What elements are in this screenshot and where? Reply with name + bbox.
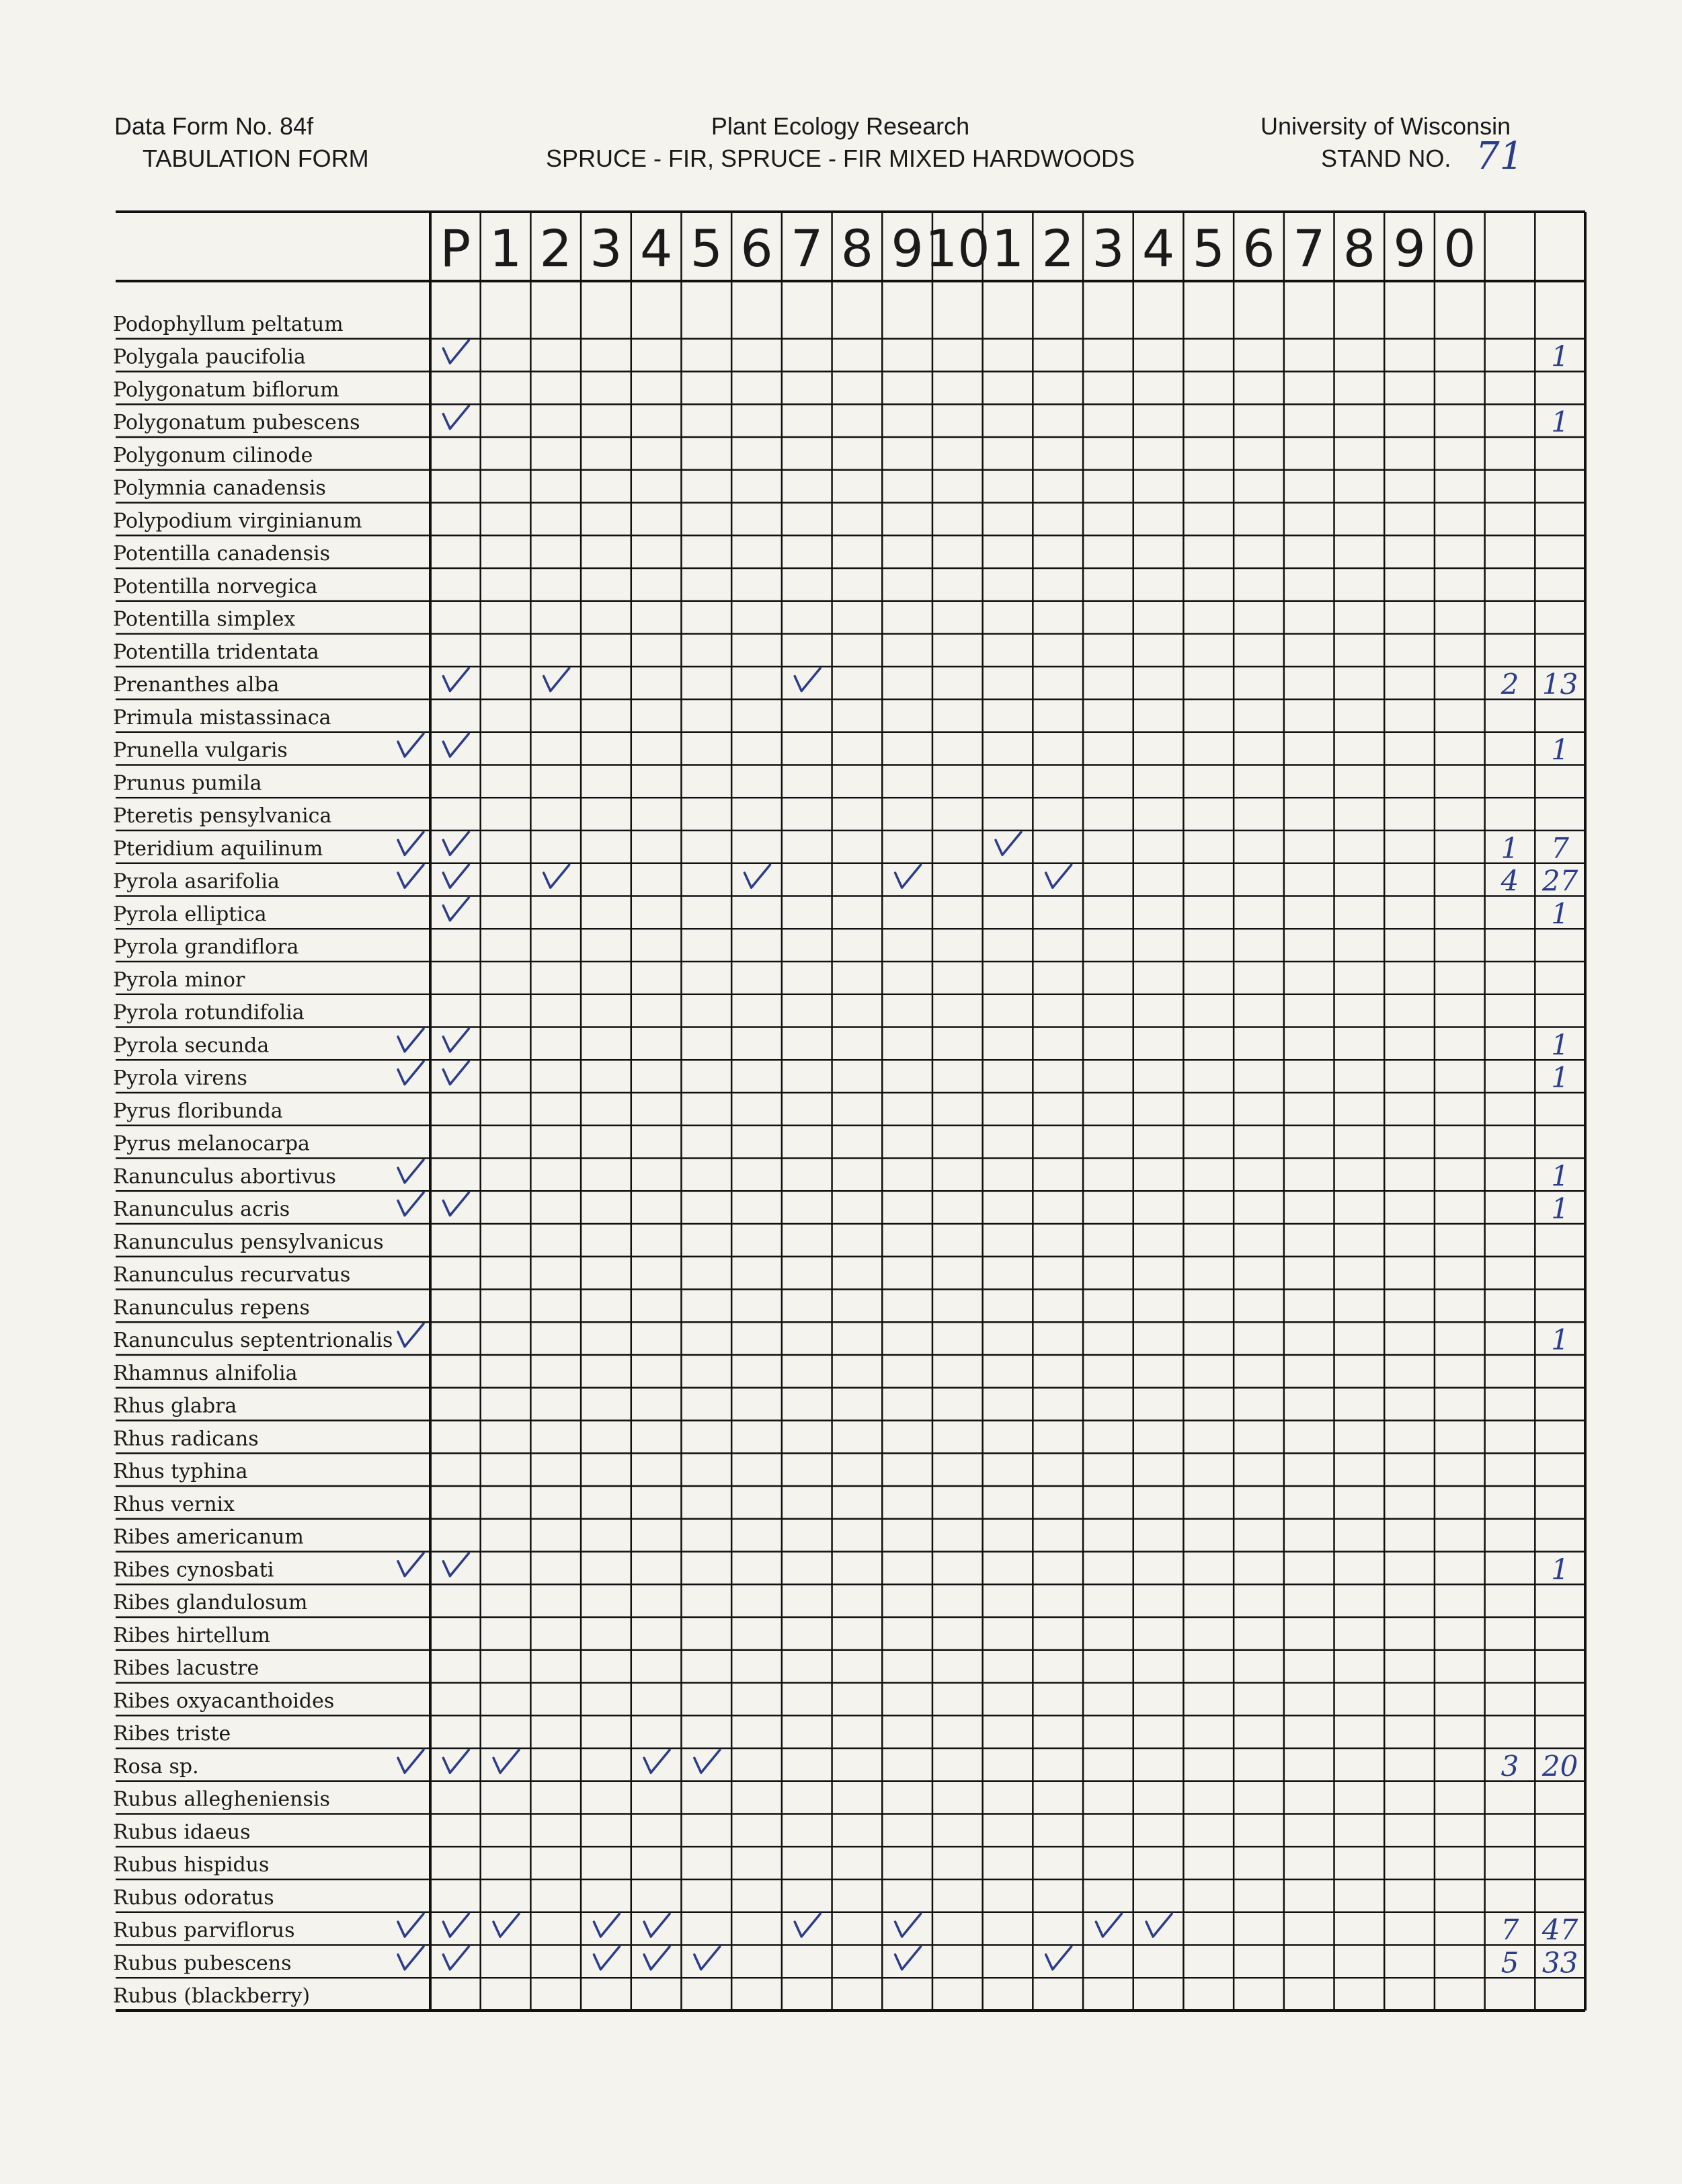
column-header-4: 4 [639, 219, 673, 278]
species-name: Rubus idaeus [113, 1820, 251, 1844]
cell-check-mark [996, 832, 1021, 855]
row-total: 33 [1541, 1946, 1578, 1980]
margin-check-mark [398, 1750, 424, 1772]
row-total: 20 [1541, 1749, 1578, 1783]
stand-number-label: STAND NO. [1321, 145, 1451, 172]
row-total: 1 [1551, 1159, 1570, 1193]
row-count: 2 [1500, 668, 1519, 701]
species-name: Potentilla norvegica [113, 574, 318, 598]
cell-check-mark [745, 865, 770, 888]
form-number: Data Form No. 84f [114, 112, 314, 140]
species-name: Rosa sp. [113, 1754, 199, 1779]
row-total: 1 [1551, 405, 1570, 438]
cell-check-mark [544, 668, 569, 691]
form-subtitle: SPRUCE - FIR, SPRUCE - FIR MIXED HARDWOODS [545, 145, 1135, 172]
cell-check-mark [1146, 1914, 1172, 1937]
column-header-13: 3 [1092, 219, 1125, 278]
margin-check-mark [398, 1553, 424, 1576]
row-total: 7 [1551, 831, 1570, 865]
margin-check-mark [398, 832, 424, 855]
cell-check-mark [644, 1914, 670, 1937]
cell-check-mark [644, 1947, 670, 1970]
cell-check-mark [443, 340, 469, 363]
cell-check-mark [443, 1193, 469, 1216]
species-name: Ribes cynosbati [113, 1558, 274, 1582]
row-count: 4 [1500, 864, 1519, 898]
margin-check-mark [398, 865, 424, 888]
species-name: Pyrus melanocarpa [113, 1132, 310, 1156]
column-header-20: 0 [1443, 219, 1476, 278]
margin-check-mark [398, 1029, 424, 1052]
cell-check-mark [443, 1029, 469, 1052]
row-total: 1 [1551, 1192, 1570, 1225]
species-name: Rubus pubescens [113, 1951, 292, 1976]
row-total: 27 [1541, 864, 1578, 898]
row-total: 1 [1551, 340, 1570, 373]
species-name: Ranunculus acris [113, 1198, 290, 1221]
cell-check-mark [1046, 865, 1072, 888]
cell-check-mark [895, 865, 921, 888]
species-name: Pyrola grandiflora [113, 935, 299, 959]
cell-check-mark [694, 1947, 720, 1970]
cell-check-mark [1046, 1947, 1072, 1970]
cell-check-mark [795, 1914, 820, 1937]
column-header-5: 5 [690, 219, 723, 278]
species-name: Polygonatum pubescens [113, 411, 360, 434]
cell-check-mark [443, 1062, 469, 1085]
species-name: Rhus vernix [113, 1492, 235, 1516]
row-total: 1 [1551, 897, 1570, 931]
column-header-9: 9 [891, 219, 924, 278]
species-name: Ranunculus pensylvanicus [113, 1230, 384, 1254]
species-name: Ranunculus repens [113, 1296, 310, 1320]
column-header-0: P [440, 219, 471, 278]
cell-check-mark [443, 832, 469, 855]
species-name: Rhamnus alnifolia [113, 1361, 298, 1385]
species-name: Prunus pumila [113, 771, 262, 795]
species-name: Ribes americanum [113, 1525, 304, 1549]
species-name: Ribes glandulosum [113, 1591, 308, 1614]
cell-check-mark [644, 1750, 670, 1772]
species-name: Ranunculus abortivus [113, 1165, 336, 1189]
species-name: Ribes lacustre [113, 1656, 259, 1680]
row-total: 1 [1551, 1323, 1570, 1356]
column-header-10: 10 [924, 219, 990, 278]
species-name: Potentilla simplex [113, 607, 296, 631]
species-name: Polypodium virginianum [113, 509, 362, 533]
species-name: Rhus typhina [113, 1460, 248, 1483]
row-total: 1 [1551, 1553, 1570, 1586]
column-header-11: 1 [991, 219, 1025, 278]
cell-check-mark [443, 734, 469, 756]
cell-check-mark [493, 1914, 519, 1937]
stand-number-value: 71 [1476, 134, 1524, 178]
species-name: Rubus allegheniensis [113, 1787, 330, 1811]
cell-check-mark [443, 1553, 469, 1576]
column-header-2: 2 [539, 219, 572, 278]
species-name: Ranunculus recurvatus [113, 1263, 351, 1287]
species-name: Polygala paucifolia [113, 345, 306, 369]
species-name: Ribes triste [113, 1722, 231, 1746]
species-name: Rhus glabra [113, 1394, 237, 1418]
species-name: Ribes oxyacanthoides [113, 1689, 335, 1713]
species-name: Pyrus floribunda [113, 1099, 283, 1123]
species-name: Pyrola elliptica [113, 902, 267, 927]
row-total: 1 [1551, 733, 1570, 767]
species-name: Polygonum cilinode [113, 443, 313, 467]
cell-check-mark [795, 668, 820, 691]
row-count: 7 [1500, 1913, 1519, 1947]
cell-check-mark [443, 668, 469, 691]
column-header-3: 3 [590, 219, 623, 278]
cell-check-mark [594, 1914, 619, 1937]
cell-check-mark [493, 1750, 519, 1772]
species-name: Pyrola minor [113, 968, 245, 992]
species-name: Primula mistassinaca [113, 705, 331, 730]
species-name: Podophyllum peltatum [113, 312, 344, 336]
cell-check-mark [443, 406, 469, 429]
row-total: 13 [1541, 668, 1578, 701]
species-name: Rubus (blackberry) [113, 1984, 311, 2008]
margin-check-mark [398, 1062, 424, 1085]
species-name: Rubus hispidus [113, 1853, 270, 1877]
column-header-14: 4 [1142, 219, 1175, 278]
species-name: Potentilla tridentata [113, 640, 319, 664]
cell-check-mark [443, 1750, 469, 1772]
margin-check-mark [398, 1947, 424, 1970]
species-name: Prenanthes alba [113, 673, 280, 697]
cell-check-mark [594, 1947, 619, 1970]
species-name: Pyrola rotundifolia [113, 1001, 305, 1025]
column-header-6: 6 [740, 219, 773, 278]
cell-check-mark [1096, 1914, 1121, 1937]
species-name: Polygonatum biflorum [113, 378, 339, 402]
species-name: Prunella vulgaris [113, 738, 288, 763]
margin-check-mark [398, 1324, 424, 1347]
margin-check-mark [398, 1193, 424, 1216]
margin-check-mark [398, 1914, 424, 1937]
species-name: Pyrola secunda [113, 1034, 270, 1058]
row-count: 3 [1500, 1749, 1519, 1783]
column-header-19: 9 [1393, 219, 1426, 278]
row-total: 1 [1551, 1028, 1570, 1062]
species-name: Rubus parviflorus [113, 1918, 295, 1943]
column-header-17: 7 [1292, 219, 1326, 278]
column-header-7: 7 [791, 219, 824, 278]
cell-check-mark [443, 865, 469, 888]
column-header-1: 1 [489, 219, 522, 278]
row-count: 5 [1500, 1946, 1519, 1980]
margin-check-mark [398, 1160, 424, 1183]
university-name: University of Wisconsin [1260, 112, 1511, 140]
column-header-15: 5 [1192, 219, 1225, 278]
column-header-16: 6 [1242, 219, 1275, 278]
cell-check-mark [443, 1914, 469, 1937]
column-header-18: 8 [1343, 219, 1376, 278]
species-name: Pyrola asarifolia [113, 869, 280, 894]
research-title: Plant Ecology Research [711, 112, 970, 140]
cell-check-mark [895, 1914, 921, 1937]
species-name: Pyrola virens [113, 1066, 247, 1090]
column-header-12: 2 [1041, 219, 1074, 278]
species-name: Ribes hirtellum [113, 1623, 271, 1647]
row-total: 47 [1541, 1913, 1578, 1947]
column-header-8: 8 [840, 219, 874, 278]
row-count: 1 [1500, 831, 1519, 865]
row-total: 1 [1551, 1061, 1570, 1094]
margin-check-mark [398, 734, 424, 756]
species-name: Polymnia canadensis [113, 476, 326, 500]
cell-check-mark [443, 1947, 469, 1970]
species-name: Rhus radicans [113, 1427, 259, 1451]
species-name: Ranunculus septentrionalis [113, 1329, 393, 1352]
form-type: TABULATION FORM [143, 145, 369, 172]
species-name: Potentilla canadensis [113, 542, 330, 566]
cell-check-mark [895, 1947, 921, 1970]
cell-check-mark [544, 865, 569, 888]
species-name: Rubus odoratus [113, 1885, 274, 1910]
species-name: Pteridium aquilinum [113, 836, 323, 861]
species-name: Pteretis pensylvanica [113, 804, 332, 828]
cell-check-mark [443, 898, 469, 921]
cell-check-mark [694, 1750, 720, 1772]
